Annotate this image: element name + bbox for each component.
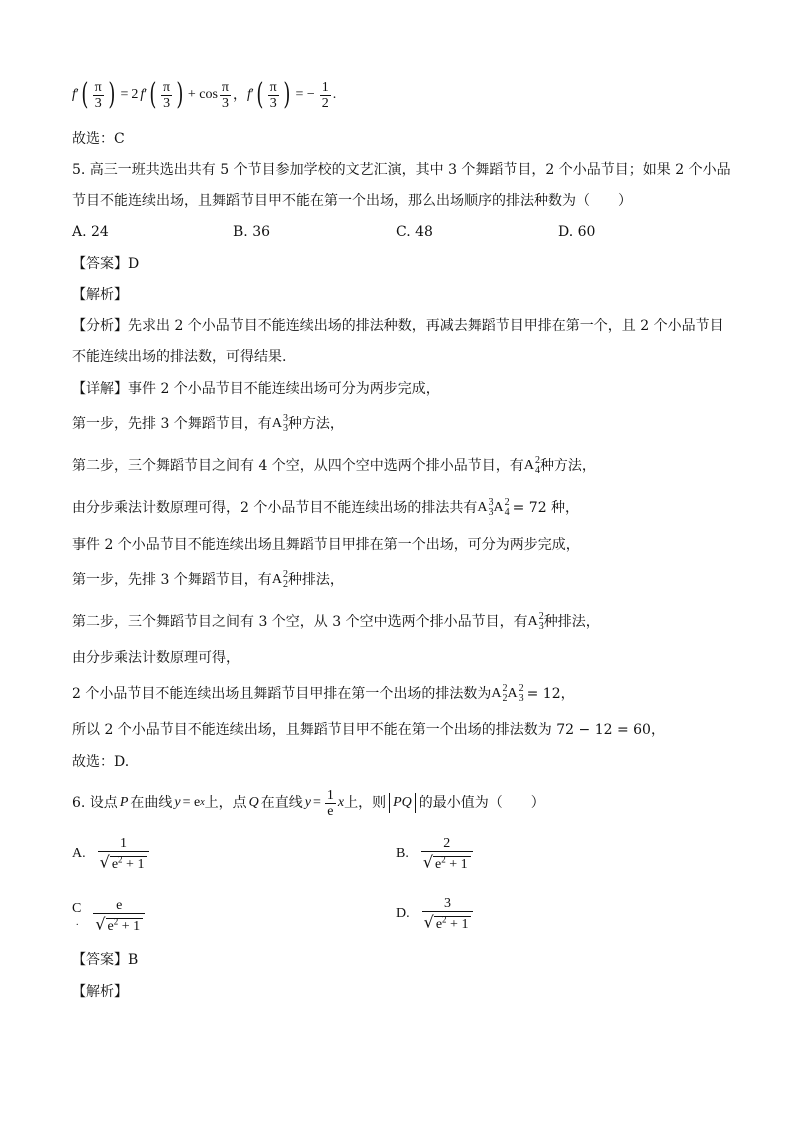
numerator: 1: [326, 787, 334, 803]
perm-sup: 3: [488, 497, 494, 508]
numerator: e: [93, 898, 145, 914]
answer-label: 【答案】D: [72, 256, 140, 272]
coefficient: 2: [131, 87, 139, 102]
option-label: B.: [396, 846, 409, 861]
perm-sup: 3: [282, 413, 288, 424]
numerator: 1: [98, 836, 150, 852]
right-paren: ): [108, 77, 116, 112]
text: 上，点: [204, 795, 247, 811]
numerator: 2: [421, 836, 473, 852]
rad-e: e: [111, 856, 119, 872]
analysis-label: 【解析】: [72, 984, 128, 1000]
fraction-pi-3: [161, 80, 172, 111]
text: = 72 种，: [512, 500, 580, 517]
equals: =: [313, 795, 321, 810]
denominator: 3: [94, 95, 102, 111]
perm-sup: 2: [538, 611, 544, 622]
q6-option-d: [396, 892, 475, 936]
permutation-a42: [493, 498, 509, 518]
text: 第二步，三个舞蹈节目之间有 3 个空，从 3 个空中选两个排小品节目，有: [72, 614, 528, 631]
fenxi-line2: 不能连续出场的排法数，可得结果.: [72, 349, 287, 365]
abs-pq: [389, 793, 416, 813]
text: 第一步，先排 3 个舞蹈节目，有: [72, 572, 272, 589]
rad-rest: + 1: [121, 918, 141, 934]
denominator: 3: [221, 95, 229, 111]
perm-A: A: [507, 686, 518, 702]
numerator: π: [163, 79, 171, 95]
choice-line: 故选：C: [72, 131, 125, 147]
perm-sup: 2: [502, 683, 508, 694]
text: 上，则: [344, 795, 387, 811]
perm-sup: 2: [518, 683, 524, 694]
f-symbol: f: [140, 87, 145, 102]
square: 2: [118, 854, 123, 865]
fraction: [98, 836, 150, 872]
numerator: π: [94, 79, 102, 95]
square: 2: [113, 916, 119, 927]
choice-line: 故选：D.: [72, 754, 130, 770]
denominator: 3: [269, 95, 277, 111]
analysis-label: 【解析】: [72, 287, 128, 303]
square: 2: [442, 914, 447, 925]
perm-A: A: [271, 416, 282, 432]
point-q: Q: [248, 795, 259, 810]
text: 6. 设点: [72, 795, 118, 811]
text: 种方法，: [539, 458, 596, 475]
detail-line10: 所以 2 个小品节目不能连续出场，且舞蹈节目甲不能在第一个出场的排法数为 72 − 12 = 60，: [72, 722, 665, 738]
option-label: C: [72, 901, 82, 916]
perm-sup: 2: [534, 455, 540, 466]
text: = 12，: [526, 686, 575, 703]
perm-sub: 2: [502, 693, 508, 704]
right-paren: ): [283, 77, 291, 112]
q5-option-b: B. 36: [233, 224, 271, 240]
perm-A: A: [493, 500, 504, 516]
rad-rest: + 1: [450, 916, 469, 932]
fenxi-line1: 【分析】先求出 2 个小品节目不能连续出场的排法种数，再减去舞蹈节目甲排在第一个，且 2 个小品节目: [72, 318, 724, 334]
perm-sup: 2: [504, 497, 510, 508]
option-label: D.: [396, 906, 410, 921]
q5-stem-line2: 节目不能连续出场，且舞蹈节目甲不能在第一个出场，那么出场顺序的排法种数为（ ）: [72, 193, 632, 209]
q5-option-a: A. 24: [72, 224, 109, 240]
var-y: y: [174, 795, 181, 810]
permutation-a32: [507, 684, 523, 704]
perm-sub: 2: [282, 579, 288, 590]
numerator: π: [221, 79, 229, 95]
denominator: √ $e^2 + 1$: [93, 914, 145, 934]
point-p: P: [119, 795, 129, 810]
fraction: [421, 836, 473, 872]
period: .: [332, 87, 337, 102]
var-x: x: [337, 795, 345, 810]
fraction: [93, 898, 145, 934]
eq-e: = e: [182, 795, 201, 810]
formula-line: [72, 78, 336, 112]
text: 在直线: [260, 795, 303, 811]
perm-sub: 3: [282, 423, 288, 434]
numerator: π: [269, 79, 277, 95]
perm-A: A: [477, 500, 488, 516]
detail-line9: [72, 684, 575, 704]
perm-sub: 4: [534, 465, 540, 476]
fraction-pi-3: [268, 80, 279, 111]
left-paren: (: [256, 77, 264, 112]
permutation-a33: [477, 498, 493, 518]
rad-rest: + 1: [126, 856, 145, 872]
left-paren: (: [149, 77, 157, 112]
permutation-a22: [272, 570, 288, 590]
numerator: 3: [422, 896, 474, 912]
text: 种方法，: [287, 416, 344, 433]
detail-line3: [72, 456, 596, 476]
detail-line8: 由分步乘法计数原理可得，: [72, 650, 240, 666]
fraction-pi-3: [220, 80, 231, 111]
f-symbol: f: [246, 87, 251, 102]
text: 的最小值为（ ）: [418, 795, 545, 811]
option-label-wrap: [72, 902, 81, 930]
denominator: √ $e^2 + 1$: [422, 912, 474, 932]
dot: .: [76, 917, 79, 928]
comma: ，: [232, 87, 247, 103]
prime: ′: [75, 87, 79, 102]
numerator: 1: [321, 79, 329, 95]
text: 种排法，: [543, 614, 600, 631]
text: 由分步乘法计数原理可得，2 个小品节目不能连续出场的排法共有: [72, 500, 478, 517]
exp-x: x: [200, 797, 205, 808]
plus-cos: + cos: [187, 87, 218, 102]
var-y: y: [304, 795, 311, 810]
detail-line7: [72, 612, 600, 632]
perm-sub: 3: [538, 621, 544, 632]
detail-line6: [72, 570, 344, 590]
right-paren: ): [176, 77, 184, 112]
detail-line5: 事件 2 个小品节目不能连续出场且舞蹈节目甲排在第一个出场，可分为两步完成，: [72, 537, 580, 553]
detail-line1: 【详解】事件 2 个小品节目不能连续出场可分为两步完成，: [72, 381, 440, 397]
q6-option-b: [396, 832, 475, 876]
rad-e: e: [435, 856, 442, 872]
detail-line2: [72, 414, 344, 434]
text: 第二步，三个舞蹈节目之间有 4 个空，从四个空中选两个排小品节目，有: [72, 458, 524, 475]
equals-minus: = −: [295, 87, 315, 102]
denominator: √ $e^2 + 1$: [98, 852, 150, 872]
left-paren: (: [81, 77, 89, 112]
text: 2 个小品节目不能连续出场且舞蹈节目甲排在第一个出场的排法数为: [72, 686, 492, 703]
fraction: [422, 896, 474, 932]
permutation-a22: [491, 684, 507, 704]
equals: =: [120, 87, 129, 102]
denominator: e: [327, 803, 334, 819]
perm-sub: 3: [518, 693, 524, 704]
text: 第一步，先排 3 个舞蹈节目，有: [72, 416, 272, 433]
q6-option-c: [72, 892, 147, 940]
text: 种排法，: [287, 572, 344, 589]
denominator: 3: [163, 95, 171, 111]
permutation-a32: [528, 612, 544, 632]
perm-A: A: [271, 572, 282, 588]
text: 在曲线: [130, 795, 173, 811]
q6-option-a: [72, 832, 151, 876]
segment-pq: PQ: [393, 795, 412, 810]
fraction-pi-3: [93, 80, 104, 111]
perm-A: A: [523, 458, 534, 474]
perm-sup: 2: [282, 569, 288, 580]
answer-label: 【答案】B: [72, 952, 139, 968]
perm-sub: 4: [504, 507, 510, 518]
q5-stem-line1: 5. 高三一班共选出共有 5 个节目参加学校的文艺汇演，其中 3 个舞蹈节目，2 个小品节目；如果 2 个小品: [72, 162, 731, 178]
rad-e: e: [107, 918, 114, 934]
rad-e: e: [435, 916, 443, 932]
denominator: 2: [321, 95, 329, 111]
fraction-1-2: [320, 80, 331, 111]
q6-stem: [72, 782, 545, 824]
q5-option-d: D. 60: [558, 224, 596, 240]
perm-sub: 3: [488, 507, 494, 518]
detail-line4: [72, 498, 579, 518]
permutation-a33: [272, 414, 288, 434]
square: 2: [441, 854, 446, 865]
fraction-1-e: [325, 788, 336, 819]
denominator: √ $e^2 + 1$: [421, 852, 473, 872]
permutation-a42: [524, 456, 540, 476]
prime: ′: [250, 87, 254, 102]
rad-rest: + 1: [449, 856, 468, 872]
perm-A: A: [491, 686, 502, 702]
perm-A: A: [527, 614, 538, 630]
f-symbol: f: [72, 87, 76, 102]
option-label: A.: [72, 846, 86, 861]
prime: ′: [144, 87, 148, 102]
q5-option-c: C. 48: [396, 224, 433, 240]
